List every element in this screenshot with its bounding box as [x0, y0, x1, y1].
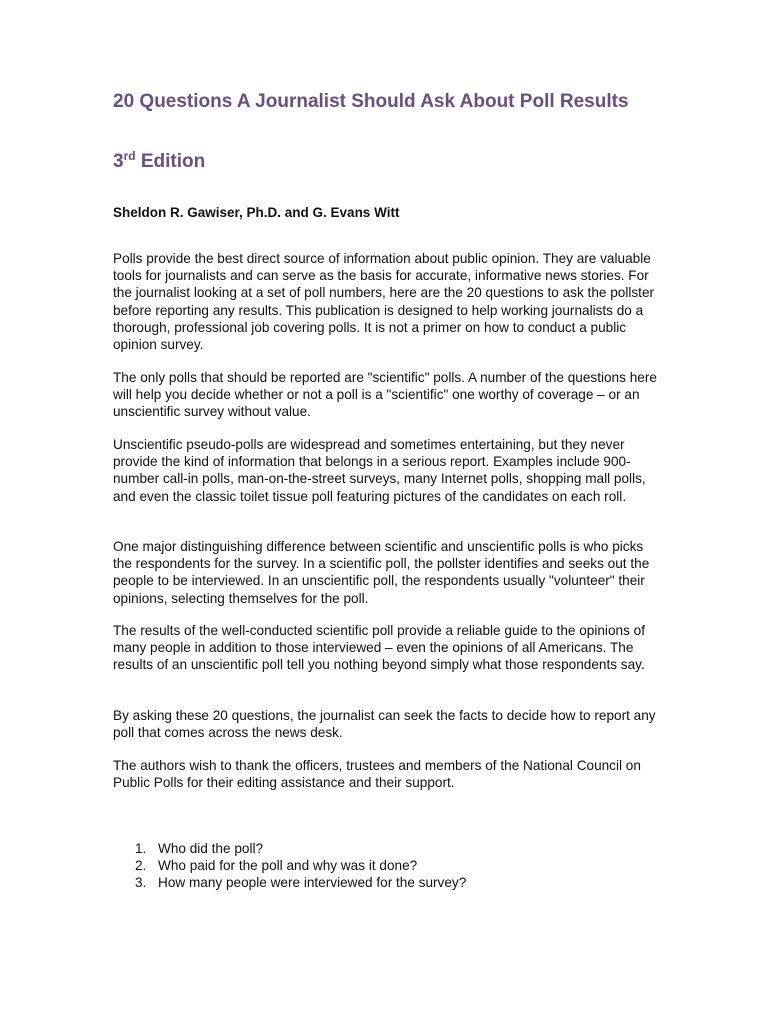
question-number: 1.	[135, 841, 147, 856]
question-text: How many people were interviewed for the survey?	[158, 875, 467, 891]
scientific-polls-paragraph: The only polls that should be reported are "scientific" polls. A number of the questions here will help you decide whether or not a poll is a "scientific" one worthy of coverage – or an unscientific survey without value.	[113, 370, 657, 420]
document-title: 20 Questions A Journalist Should Ask About Poll Results	[113, 91, 629, 112]
question-item	[113, 874, 466, 891]
pseudo-polls-paragraph: Unscientific pseudo-polls are widespread and sometimes entertaining, but they never provide the kind of information that belongs in a serious report. Examples include 900-number call-in polls, man-on-the-street surveys, many Internet polls, shopping mall polls, and even the classic toilet tissue poll featuring pictures of the candidates on each roll.	[113, 437, 646, 504]
edition-word: Edition	[140, 151, 206, 172]
questions-list	[113, 840, 466, 892]
acknowledgements-paragraph: The authors wish to thank the officers, trustees and members of the National Council on Public Polls for their editing assistance and their support.	[113, 758, 641, 791]
edition-number: 3	[113, 151, 124, 172]
results-paragraph: The results of the well-conducted scientific poll provide a reliable guide to the opinions of many people in addition to those interviewed – even the opinions of all Americans. The results of an unscientific poll tell you nothing beyond simply what those respondents say.	[113, 623, 645, 673]
respondents-paragraph: One major distinguishing difference between scientific and unscientific polls is who picks the respondents for the survey. In a scientific poll, the pollster identifies and seeks out the people to be interviewed. In an unscientific poll, the respondents usually "volunteer" their opinions, selecting themselves for the poll.	[113, 539, 650, 606]
question-text: Who paid for the poll and why was it done?	[158, 858, 418, 874]
authors-line: Sheldon R. Gawiser, Ph.D. and G. Evans Witt	[113, 205, 400, 220]
intro-paragraph: Polls provide the best direct source of information about public opinion. They are valuable tools for journalists and can serve as the basis for accurate, informative news stories. For the journalist looking at a set of poll numbers, here are the 20 questions to ask the pollster before reporting any results. This publication is designed to help working journalists do a thorough, professional job covering polls. It is not a primer on how to conduct a public opinion survey.	[113, 251, 655, 353]
question-item	[113, 857, 466, 874]
edition-suffix: rd	[123, 149, 136, 163]
edition-heading	[113, 150, 205, 173]
question-number: 2.	[135, 858, 147, 874]
asking-questions-paragraph: By asking these 20 questions, the journalist can seek the facts to decide how to report any poll that comes across the news desk.	[113, 708, 656, 741]
question-item	[113, 840, 466, 857]
question-number: 3.	[135, 875, 147, 891]
question-text: Who did the poll?	[158, 841, 264, 856]
